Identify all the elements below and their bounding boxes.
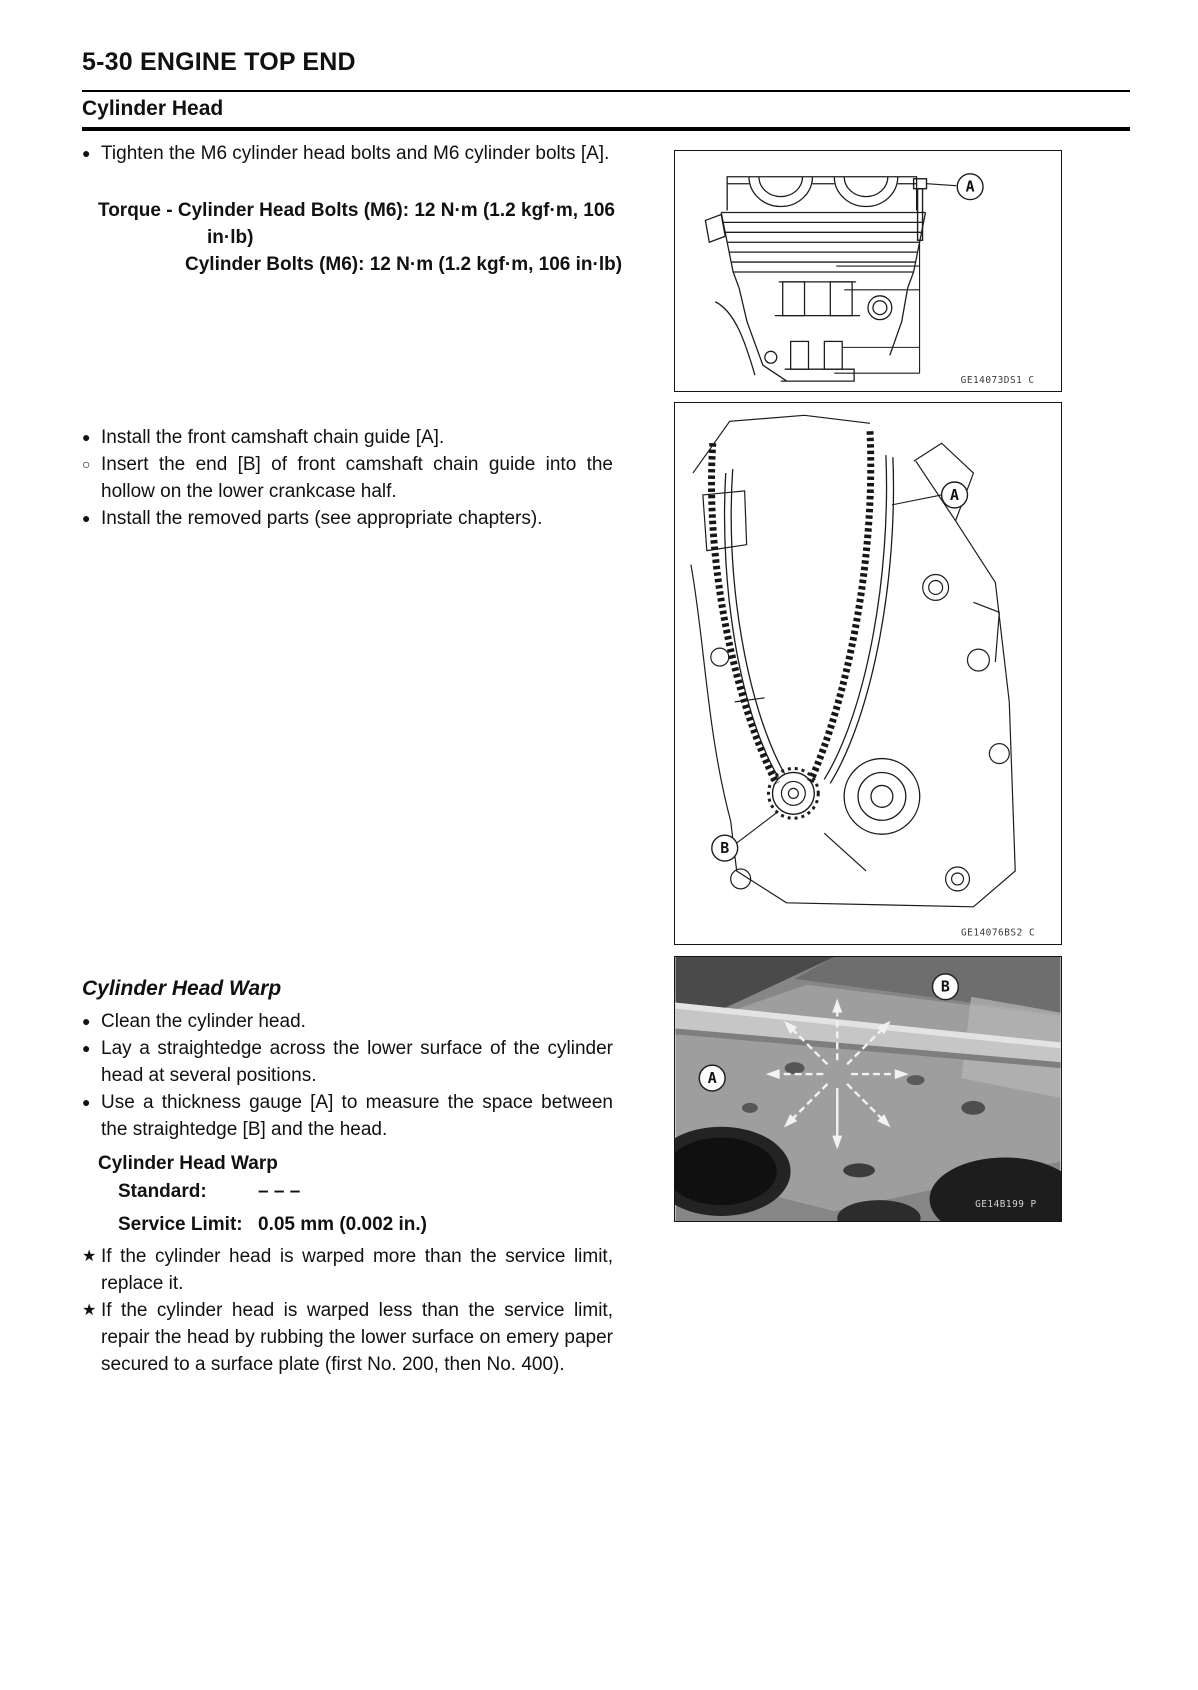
- note-text: If the cylinder head is warped more than the service limit, replace it.: [101, 1246, 613, 1294]
- step-text: Tighten the M6 cylinder head bolts and M6 cylinder bolts [A].: [101, 143, 610, 164]
- label-b-badge: [933, 974, 959, 1000]
- bullet-marker: ●: [82, 1013, 91, 1029]
- spec-label: Standard:: [118, 1181, 207, 1202]
- torque-spec: [98, 197, 628, 278]
- warp-spec-table: [98, 1150, 618, 1239]
- label-a-badge: [942, 482, 968, 508]
- label-a-badge: [699, 1065, 725, 1091]
- procedure-tighten: [82, 140, 614, 167]
- oil-pump-housing: [844, 759, 920, 835]
- step-text: Insert the end [B] of front camshaft chain guide into the hollow on the lower crankcase half.: [101, 454, 613, 502]
- spec-title: Cylinder Head Warp: [98, 1153, 278, 1174]
- note-step: [82, 1243, 614, 1297]
- step-text: Clean the cylinder head.: [101, 1011, 306, 1032]
- page-title: 5-30 ENGINE TOP END: [82, 48, 356, 76]
- warp-notes: [82, 1243, 614, 1378]
- note-text: If the cylinder head is warped less than the service limit, repair the head by rubbing the lower surface on emery paper secured to a surface plate (first No. 200, then No. 400).: [101, 1300, 613, 1375]
- cam-chain: [712, 431, 871, 783]
- note-step: [82, 1297, 614, 1378]
- torque-prefix: Torque -: [98, 200, 173, 221]
- procedure-step: [82, 140, 614, 167]
- label-a-text: A: [965, 177, 975, 196]
- bullet-marker: ●: [82, 429, 91, 445]
- procedure-step: [82, 505, 614, 532]
- star-marker: ★: [82, 1302, 97, 1319]
- spec-row-service-limit: [98, 1211, 618, 1239]
- procedure-step: [82, 1008, 614, 1035]
- bullet-marker: ●: [82, 145, 91, 161]
- figure-1-cylinder-bolts-drawing: [675, 151, 1061, 391]
- label-a-badge: [957, 174, 983, 200]
- figure-3-warp-measurement-photo: [675, 957, 1061, 1221]
- figure-2-cam-chain-drawing: [675, 403, 1061, 944]
- label-b-badge: [712, 835, 738, 861]
- header-rule: [82, 90, 1130, 92]
- torque-line-3: Cylinder Bolts (M6): 12 N·m (1.2 kgf·m, 106 in·lb): [185, 254, 623, 275]
- procedure-warp: [82, 1008, 614, 1143]
- label-b-text: B: [940, 977, 950, 996]
- label-a-text: A: [950, 485, 960, 504]
- torque-line-1: [98, 197, 628, 224]
- torque-value-1: Cylinder Head Bolts (M6): 12 N·m (1.2 kgf·m, 106: [177, 200, 615, 221]
- section-title: Cylinder Head: [82, 97, 224, 120]
- spec-value: – – –: [258, 1181, 301, 1202]
- step-text: Install the removed parts (see appropriate chapters).: [101, 508, 543, 529]
- section-rule: [82, 127, 1130, 131]
- leader-lines: [737, 495, 942, 843]
- step-text: Lay a straightedge across the lower surface of the cylinder head at several positions.: [101, 1038, 613, 1086]
- spec-value: 0.05 mm (0.002 in.): [258, 1214, 427, 1235]
- label-b-text: B: [720, 839, 730, 858]
- engine-block-line-art: [705, 177, 925, 381]
- bullet-marker: ●: [82, 1040, 91, 1056]
- torque-line-2: in·lb): [207, 227, 254, 248]
- figure-1-box: [674, 150, 1062, 392]
- star-marker: ★: [82, 1248, 97, 1265]
- step-text: Use a thickness gauge [A] to measure the space between the straightedge [B] and the head.: [101, 1092, 613, 1140]
- procedure-step: [82, 424, 614, 451]
- figure-3-box: [674, 956, 1062, 1222]
- procedure-chain-guide: [82, 424, 614, 532]
- figure-2-box: [674, 402, 1062, 945]
- figure-code: GE14076BS2 C: [960, 927, 1036, 939]
- figure-code: GE14B199 P: [975, 1199, 1037, 1211]
- procedure-step: [82, 1089, 614, 1143]
- bullet-marker: ●: [82, 1094, 91, 1110]
- label-a-text: A: [707, 1069, 717, 1088]
- spec-label: Service Limit:: [118, 1214, 243, 1235]
- procedure-step: [82, 1035, 614, 1089]
- bullet-marker: ●: [82, 510, 91, 526]
- figure-code: GE14073DS1 C: [960, 375, 1035, 387]
- step-text: Install the front camshaft chain guide [A].: [101, 427, 445, 448]
- bolt-icon: [914, 179, 927, 240]
- subsection-title: Cylinder Head Warp: [82, 977, 282, 1000]
- spec-row-standard: [98, 1178, 618, 1206]
- procedure-substep: [82, 451, 614, 505]
- circle-marker: ○: [82, 456, 91, 472]
